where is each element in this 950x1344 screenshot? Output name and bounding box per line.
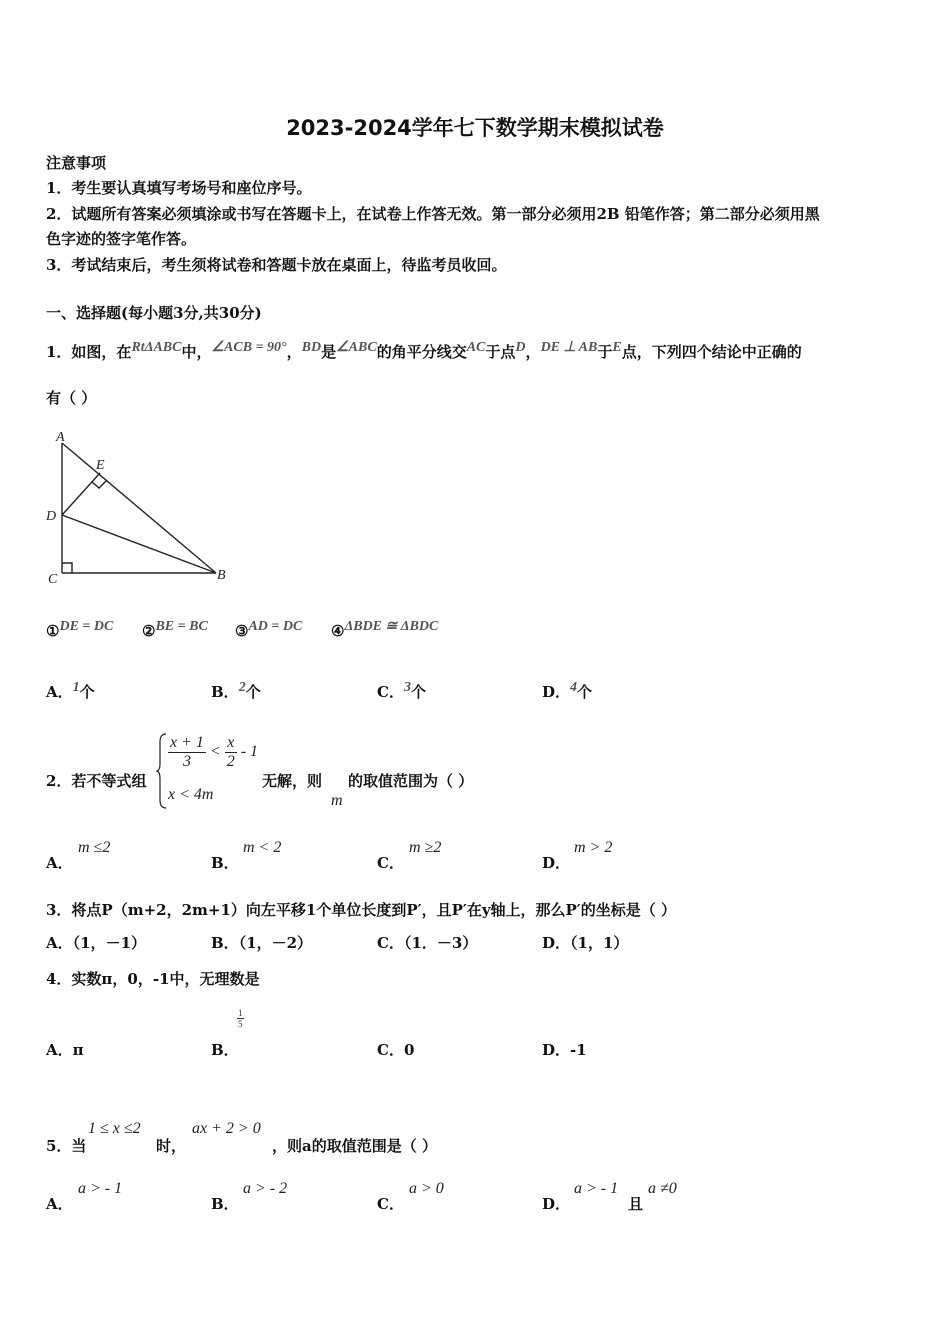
statement-number: ② bbox=[142, 622, 156, 640]
q1-math: ∠ABC bbox=[336, 340, 377, 355]
system-brace bbox=[156, 732, 168, 810]
option-suffix: 个 bbox=[577, 683, 593, 701]
statement-2 bbox=[142, 614, 208, 644]
statement-expr: DE = DC bbox=[59, 619, 114, 634]
q2-option-a-value: m ≤2 bbox=[78, 839, 111, 856]
fraction-numerator: x bbox=[225, 734, 237, 753]
question-5-condition: 1 ≤ x ≤2 bbox=[88, 1120, 141, 1137]
q1-option-a[interactable] bbox=[46, 680, 95, 702]
q4-option-b-fraction bbox=[237, 1008, 244, 1029]
option-value: （1．－3） bbox=[403, 934, 478, 952]
variable-m: m bbox=[331, 792, 343, 809]
q5-option-d-value2: a ≠0 bbox=[648, 1180, 677, 1197]
q2-option-c-value: m ≥2 bbox=[409, 839, 442, 856]
option-value: 0 bbox=[403, 1041, 415, 1059]
option-value: 2 bbox=[238, 680, 246, 695]
q1-text-part: 于 bbox=[597, 343, 613, 361]
q2-option-b-label[interactable]: B． bbox=[211, 854, 239, 872]
statement-number: ③ bbox=[235, 622, 249, 640]
fraction-denominator: 3 bbox=[182, 753, 191, 770]
fraction-2 bbox=[225, 734, 237, 771]
option-value: 3 bbox=[403, 680, 411, 695]
label-a: A bbox=[56, 430, 65, 445]
section-heading: 一、选择题(每小题3分,共30分) bbox=[46, 304, 262, 322]
question-5-post: ，则a的取值范围是（ ） bbox=[272, 1137, 437, 1155]
q3-option-a[interactable] bbox=[46, 932, 146, 953]
label-b: B bbox=[217, 568, 226, 583]
statement-expr: ΔBDE ≅ ΔBDC bbox=[344, 619, 439, 634]
q1-text-part: 于点 bbox=[485, 343, 516, 361]
q1-text-part: 是 bbox=[321, 343, 337, 361]
statement-expr: AD = DC bbox=[248, 619, 303, 634]
fraction-denominator: 2 bbox=[226, 753, 235, 770]
q4-option-b-label[interactable]: B． bbox=[211, 1041, 239, 1059]
question-5-mid: 时， bbox=[156, 1137, 187, 1155]
q1-text-part: 的角平分线交 bbox=[376, 343, 467, 361]
page-title: 2023-2024学年七下数学期末模拟试卷 bbox=[286, 116, 664, 140]
question-1-line2: 有（ ） bbox=[46, 389, 97, 407]
question-1-text bbox=[46, 335, 802, 365]
label-c: C bbox=[48, 572, 58, 587]
q3-option-b[interactable] bbox=[211, 932, 312, 953]
side-ab bbox=[62, 443, 216, 573]
q5-option-d-join: 且 bbox=[628, 1195, 644, 1213]
option-value: 1 bbox=[72, 680, 80, 695]
option-suffix: 个 bbox=[79, 683, 95, 701]
fraction-denominator: 5 bbox=[238, 1019, 243, 1029]
option-label: B． bbox=[211, 934, 239, 952]
option-suffix: 个 bbox=[410, 683, 426, 701]
option-value: 4 bbox=[570, 680, 578, 695]
option-label: C． bbox=[377, 1041, 404, 1059]
q2-option-d-value: m > 2 bbox=[574, 839, 613, 856]
label-e: E bbox=[96, 458, 105, 473]
inequality-1 bbox=[168, 734, 258, 771]
fraction-numerator: 1 bbox=[238, 1008, 243, 1018]
question-2-post: 的取值范围为（ ） bbox=[348, 772, 474, 790]
q5-option-d-value: a > - 1 bbox=[574, 1180, 619, 1197]
q5-option-c-value: a > 0 bbox=[409, 1180, 444, 1197]
option-label: B． bbox=[211, 683, 239, 701]
q2-option-a-label[interactable]: A． bbox=[46, 854, 73, 872]
statement-number: ④ bbox=[331, 622, 345, 640]
statement-4 bbox=[331, 614, 438, 644]
option-label: D． bbox=[542, 934, 571, 952]
statement-1 bbox=[46, 614, 113, 644]
notice-item-2-cont: 色字迹的签字笔作答。 bbox=[46, 230, 197, 248]
less-than: < bbox=[209, 743, 221, 761]
q1-text-part: 点，下列四个结论中正确的 bbox=[621, 343, 802, 361]
option-value: （1，－2） bbox=[238, 934, 313, 952]
fraction-numerator: x + 1 bbox=[170, 734, 204, 751]
option-label: A． bbox=[46, 934, 73, 952]
option-suffix: 个 bbox=[245, 683, 261, 701]
q1-math: RtΔABC bbox=[131, 340, 182, 355]
question-2-mid: 无解，则 bbox=[262, 772, 323, 790]
q1-math: D bbox=[515, 340, 526, 355]
q3-option-d[interactable] bbox=[542, 932, 628, 953]
inequality-2: x < 4m bbox=[168, 786, 214, 803]
option-value: π bbox=[72, 1041, 84, 1059]
q5-option-d-label[interactable]: D． bbox=[542, 1195, 571, 1213]
q5-option-a-label[interactable]: A． bbox=[46, 1195, 73, 1213]
right-angle-c bbox=[62, 563, 72, 573]
q4-option-c[interactable] bbox=[377, 1039, 414, 1060]
question-2-prefix: 2．若不等式组 bbox=[46, 772, 147, 790]
q1-math: E bbox=[612, 340, 622, 355]
option-label: D． bbox=[542, 1041, 571, 1059]
triangle-figure bbox=[40, 425, 240, 590]
option-label: A． bbox=[46, 1041, 73, 1059]
q4-option-a[interactable] bbox=[46, 1039, 84, 1060]
notice-heading: 注意事项 bbox=[46, 154, 107, 172]
option-label: C． bbox=[377, 683, 404, 701]
q5-option-b-value: a > - 2 bbox=[243, 1180, 288, 1197]
q2-option-b-value: m < 2 bbox=[243, 839, 282, 856]
label-d: D bbox=[46, 509, 57, 524]
question-5-expression: ax + 2 > 0 bbox=[192, 1120, 261, 1137]
q1-math: ∠ACB = 90° bbox=[211, 340, 287, 355]
option-value: （1，－1） bbox=[72, 934, 147, 952]
question-3-text: 3．将点P（m+2，2m+1）向左平移1个单位长度到P′，且P′在y轴上，那么P′的坐标是（ ） bbox=[46, 901, 676, 919]
statement-expr: BE = BC bbox=[155, 619, 208, 634]
q2-option-c-label[interactable]: C． bbox=[377, 854, 404, 872]
option-value: （1，1） bbox=[570, 934, 629, 952]
segment-bd bbox=[62, 515, 216, 573]
q1-option-c[interactable] bbox=[377, 680, 426, 702]
q1-option-b[interactable] bbox=[211, 680, 261, 702]
q5-option-a-value: a > - 1 bbox=[78, 1180, 123, 1197]
q1-text-part: ， bbox=[286, 343, 302, 361]
q1-math: BD bbox=[301, 340, 322, 355]
q5-option-b-label[interactable]: B． bbox=[211, 1195, 239, 1213]
q4-option-d[interactable] bbox=[542, 1039, 587, 1060]
q2-option-d-label[interactable]: D． bbox=[542, 854, 571, 872]
q3-option-c[interactable] bbox=[377, 932, 477, 953]
segment-de bbox=[62, 473, 100, 515]
question-5-prefix: 5．当 bbox=[46, 1137, 87, 1155]
q1-math: AC bbox=[466, 340, 486, 355]
minus-one: - 1 bbox=[240, 743, 259, 761]
q1-text-part: 中， bbox=[181, 343, 212, 361]
option-value: -1 bbox=[570, 1041, 587, 1059]
option-label: A． bbox=[46, 683, 73, 701]
option-label: C． bbox=[377, 934, 404, 952]
notice-item-1: 1．考生要认真填写考场号和座位序号。 bbox=[46, 179, 312, 197]
question-4-text: 4．实数π，0，-1中，无理数是 bbox=[46, 970, 260, 988]
q1-text-part: ， bbox=[525, 343, 541, 361]
q1-option-d[interactable] bbox=[542, 680, 592, 702]
q1-math: DE ⊥ AB bbox=[540, 340, 598, 355]
statement-3 bbox=[235, 614, 302, 644]
q1-text-part: 1．如图，在 bbox=[46, 343, 132, 361]
notice-item-2: 2．试题所有答案必须填涂或书写在答题卡上，在试卷上作答无效。第一部分必须用2B 铅笔作答；第二部分必须用黑 bbox=[46, 205, 820, 223]
q5-option-c-label[interactable]: C． bbox=[377, 1195, 404, 1213]
notice-item-3: 3．考试结束后，考生须将试卷和答题卡放在桌面上，待监考员收回。 bbox=[46, 256, 507, 274]
option-label: D． bbox=[542, 683, 571, 701]
fraction-1 bbox=[168, 734, 206, 771]
right-angle-e bbox=[92, 480, 107, 488]
statement-number: ① bbox=[46, 622, 60, 640]
